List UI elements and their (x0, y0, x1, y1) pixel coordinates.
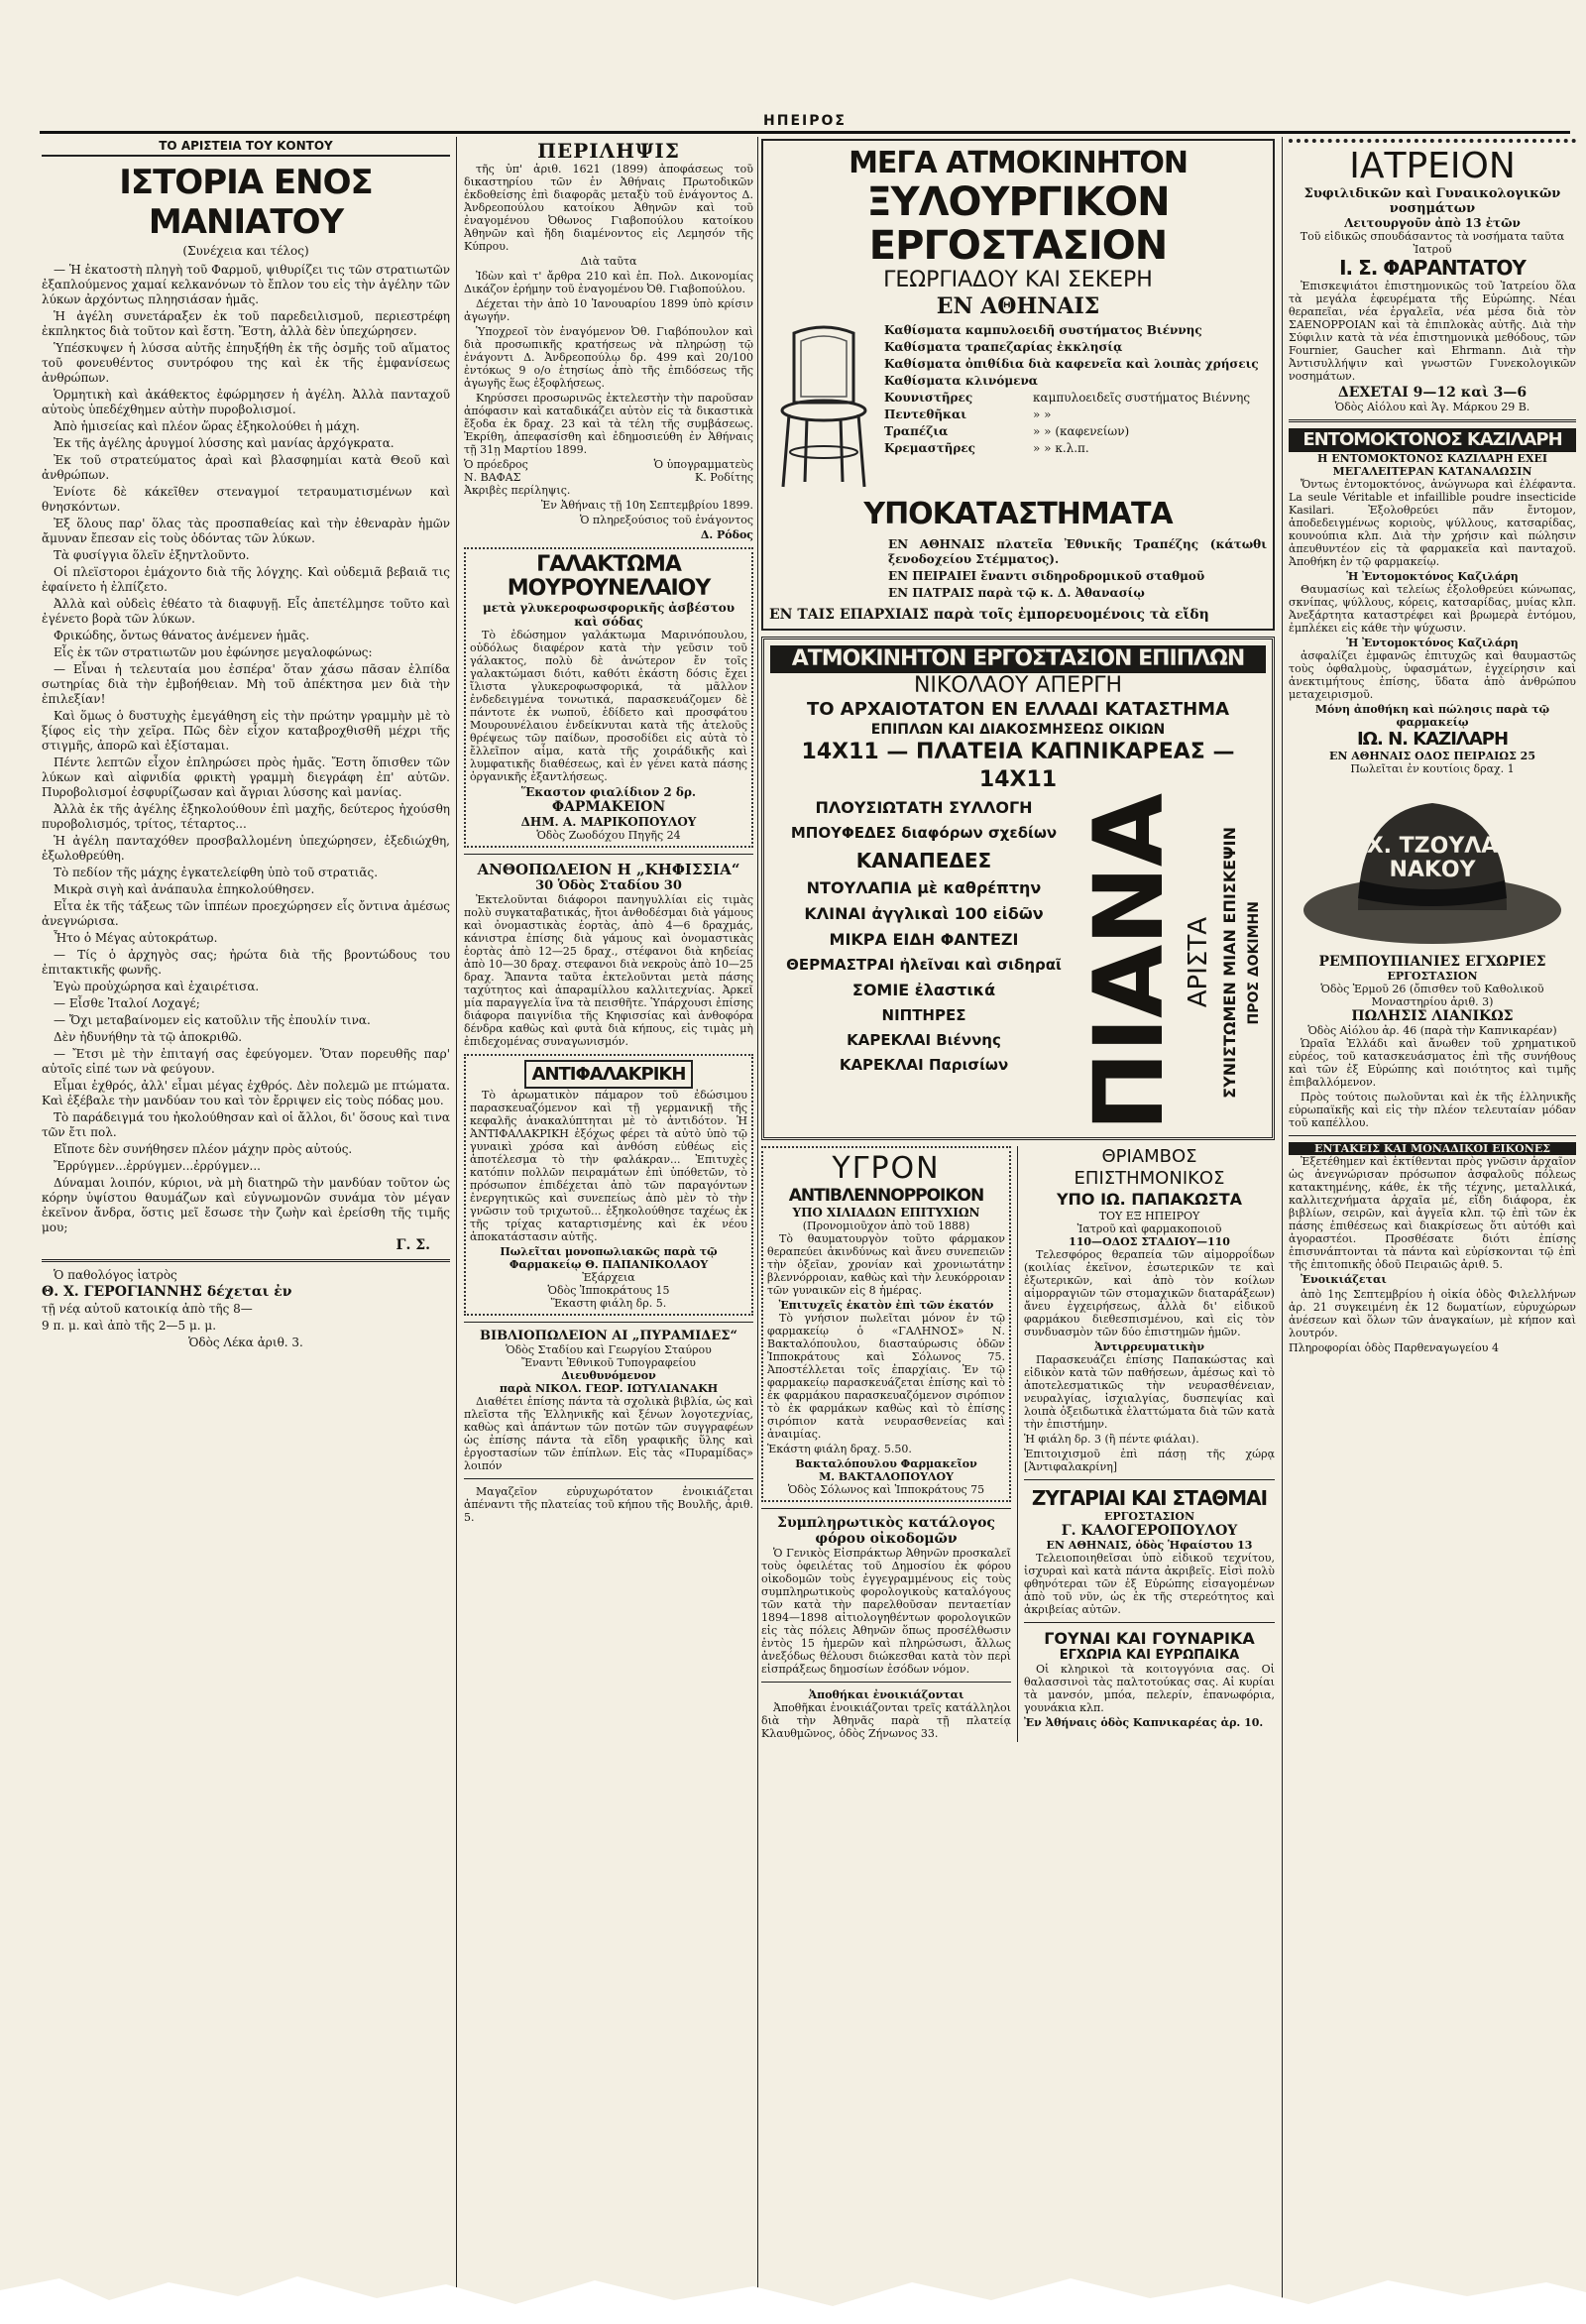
bookshop-owner: παρὰ ΝΙΚΟΛ. ΓΕΩΡ. ΙΩΤΥΛΙΑΝΑΚΗ (499, 1382, 719, 1395)
ad-woodworks (761, 139, 1275, 631)
warehouse-text: Ἀποθῆκαι ἐνοικιάζονται τρεῖς κατάλληλοι διὰ τὴν Ἀθηνᾶς παρὰ τῇ πλατείᾳ Κλαυθμῶνος, ὁδὸς Ζήνωνος 33. (761, 1701, 1011, 1740)
woodworks-item: Καθίσματα ὀπιθίδια διὰ καφενεῖα καὶ λοιπὰς χρήσεις (884, 357, 1259, 371)
perilipsis-paragraph: Διὰ ταῦτα (580, 255, 637, 268)
masthead-rule (40, 113, 1570, 134)
scales-address: ΕΝ ΑΘΗΝΑΙΣ, ὁδὸς Ἡφαίστου 13 (1046, 1539, 1253, 1552)
tax-notice-title: Συμπληρωτικὸς κατάλογος φόρου οἰκοδομῶν (777, 1515, 995, 1547)
bookshop-title: ΒΙΒΛΙΟΠΩΛΕΙΟΝ ΑΙ „ΠΥΡΑΜΙΔΕΣ“ (480, 1329, 737, 1343)
hat-illustration (1299, 781, 1566, 950)
story-paragraph: Πέντε λεπτῶν εἶχον ἐπληρώσει πρὸς ἡμᾶς. Ἔστη ὅπισθεν τῶν λύκων καὶ αἰφνιδία φρικτὴ γραμμὴ διεγράφη ἐπ' αὐτῶν. Πυροβολισμοί ἐσφυρίζωσαν καὶ ἄγριαι λύσσης καὶ μανίας. (42, 755, 450, 799)
furs-sub: ΕΓΧΩΡΙΑ ΚΑΙ ΕΥΡΩΠΑΙΚΑ (1059, 1648, 1240, 1663)
woodworks-row-label: Κρεμαστῆρες (884, 441, 975, 455)
remedy-year: (Προνομιοῦχον ἀπὸ τοῦ 1888) (802, 1220, 970, 1232)
triumph-role: Ἰατροῦ καὶ φαρμακοποιοῦ (1076, 1222, 1222, 1235)
story-paragraph: Εἷς ἐκ τῶν στρατιωτῶν μου ἐφώνησε μεγαλοφώνως: (54, 645, 373, 659)
bookshop-text: Διαθέτει ἐπίσης πάντα τὰ σχολικὰ βιβλία, ὡς καὶ πλεῖστα τῆς Ἑλληνικῆς καὶ ξένων λογοτεχνίας, καθὼς καὶ ἁπάντων τῶν ποτῶν τῶν συγγραφέων ὡς ἐπίσης πάντα τὰ εἴδη γραφικῆς ὕλης καὶ ἐργοστασίων τῶν ἐπίπλων. Εἰς τὰς «Πυραμίδας» λοιπόν (464, 1395, 753, 1472)
column-1 (42, 139, 450, 2324)
bookshop-opposite: Ἔναντι Ἐθνικοῦ Τυπογραφείου (521, 1356, 696, 1369)
clinic-sub-1: Συφιλιδικῶν καὶ Γυναικολογικῶν νοσημάτων (1303, 186, 1561, 216)
ad-hair-tonic (464, 1054, 753, 1316)
clinic-hours: ΔΕΧΕΤΑΙ 9—12 καὶ 3—6 (1337, 385, 1528, 401)
scales-sub: ΕΡΓΟΣΤΑΣΙΟΝ (1103, 1510, 1195, 1523)
pharmacy-address: Ὁδὸς Ζωοδόχου Πηγῆς 24 (536, 829, 681, 842)
piano-test: ΠΡΟΣ ΔΟΚΙΜΗΝ (1246, 900, 1263, 1025)
furniture-line: ΝΤΟΥΛΑΠΙΑ μὲ καθρέπτην (806, 878, 1042, 897)
insecticide-sub-2: Ἡ Ἐντομοκτόνος Καζιλάρη (1346, 570, 1519, 583)
woodworks-row-label: Πεντεθῆκαι (884, 407, 967, 421)
story-paragraph: Ἐξ ὅλους παρ' ὅλας τὰς προσπαθείας καὶ τὴν ἐθεναρὰν ἡμῶν ἄμυναν ἔπεσαν εἰς τοὺς ὀδόντας τῶν λύκων. (42, 517, 450, 545)
ad-cod-liver-oil (464, 547, 753, 848)
divider (42, 1259, 450, 1262)
divider (464, 1478, 753, 1479)
signature-left (464, 458, 528, 484)
remedy-title: ΥΓΡΟΝ (832, 1151, 941, 1186)
exact-copy: Ἀκριβὲς περίληψις. (464, 484, 571, 497)
woodworks-title-2: ΞΥΛΟΥΡΓΙΚΟΝ ΕΡΓΟΣΤΑΣΙΟΝ (866, 179, 1170, 269)
hat-text-2: Πρὸς τούτοις πωλοῦνται καὶ ἐκ τῆς ἑλληνικῆς εὐρωπαϊκῆς καὶ εἰς τὴν πλέον τελευταίαν μόδαν τοῦ καπέλλου. (1289, 1091, 1576, 1129)
rental-text: ἀπὸ 1ης Σεπτεμβρίου ἡ οἰκία ὁδὸς Φιλελλήνων ἀρ. 21 συγκειμένη ἐκ 12 δωματίων, εὐρυχώρων ἀνέσεων καὶ ὅλων τῶν ἀναγκαίων, μὲ κήπον καὶ λουτρόν. (1289, 1288, 1576, 1339)
antiques-text: Ἐξετέθημεν καὶ ἐκτίθενται πρὸς γνῶσιν ἀρχαῖον ὡς ἀνεγνώρισαν πρόσωπον ἀσφαλοῦς πόλεως κατακτημένης, κάθε, ἐκ τῆς τέχνης, μεταλλικά, καλλιτεχνήματα ἀρχαῖα μέ, εἴδη διάφορα, ἐκ βιβλίων, σειρῶν, καὶ ἀγγεῖα κλπ. τῷ ἐπὶ τῶν ἐκ πάσης ἐπιθέσεως καὶ διακρίσεως ὅτι αὐτόθι καὶ ἀγοραστέοι. Προσθέσατε διότι ἐπίσης ἐπισυνάπτονται τὰ πάντα καὶ εὐρίσκονται τῷ ἐπὶ τῆς ἐπιτοπικῆς ὁδοῦ Πειραιῶς ἀριθ. 5. (1289, 1155, 1576, 1271)
clinic-sub-3: Τοῦ εἰδικῶς σπουδάσαντος τὰ νοσήματα ταῦτα Ἰατροῦ (1300, 230, 1565, 256)
woodworks-row (884, 424, 1267, 439)
story-paragraph: Δὲν ἠδυνήθην τὰ τῷ ἀποκριθῶ. (54, 1030, 243, 1044)
furniture-title: ΑΤΜΟΚΙΝΗΤΟΝ ΕΡΓΟΣΤΑΣΙΟΝ ΕΠΙΠΛΩΝ (770, 645, 1266, 673)
scales-owner: Γ. ΚΑΛΟΓΕΡΟΠΟΥΛΟΥ (1061, 1523, 1238, 1539)
woodworks-row-text: καμπυλοειδεῖς συστήματος Βιέννης (1033, 391, 1251, 405)
story-paragraph: Ἐκ τοῦ στρατεύματος ἀραὶ καὶ βλασφημίαι κατὰ Θεοῦ καὶ ἀνθρώπων. (42, 453, 450, 482)
hair-tonic-price: Ἕκαστη φιάλη δρ. 5. (550, 1297, 667, 1310)
insecticide-sold: Μόνη ἀποθήκη καὶ πώλησις παρὰ τῷ φαρμακείῳ (1314, 703, 1550, 729)
doctor-ad-line: 9 π. μ. καὶ ἀπὸ τῆς 2—5 μ. μ. (42, 1319, 217, 1333)
triumph-owner: ΥΠΟ ΙΩ. ΠΑΠΑΚΩΣΤΑ (1056, 1190, 1243, 1209)
milk-price: Ἕκαστον φιαλίδιον 2 δρ. (520, 785, 697, 799)
column-2 (464, 139, 753, 2324)
scales-text: Τελειοποιηθεῖσαι ὑπὸ εἰδικοῦ τεχνίτου, ἰσχυραὶ καὶ κατὰ πάντα ἀκριβεῖς. Εἰσὶ πολὺ φθηνότεραι τῶν ἐξ Εὐρώπης εἰσαγομένων ἀπὸ τοῦ νῦν, ὡς ἐκ τῆς στερεότητος καὶ ἀκριβείας αὐτῶν. (1024, 1552, 1275, 1616)
furniture-address: 14Χ11 — ΠΛΑΤΕΙΑ ΚΑΠΝΙΚΑΡΕΑΣ — 14Χ11 (801, 740, 1235, 792)
masthead-title: ΗΠΕΙΡΟΣ (757, 113, 852, 129)
woodworks-item: Καθίσματα καμπυλοειδῆ συστήματος Βιέννης (884, 323, 1202, 337)
hair-tonic-text: Τὸ ἀρωματικὸν πάμαρον τοῦ ἐδώσιμου παρασκευαζόμενον καὶ τῇ γερμανικῇ τῆς κεφαλῆς ἀνακαλύπτηται μὲ τὸ ἀντιδότον. Ἡ ἈΝΤΙΦΑΛΑΚΡΙΚΗ ἐξόχως φέρει τὰ αὐτὸ ὑπὸ τῷ γυναικὶ χρόσα καὶ ἀνθόση εὐθέως εἰς ἀποτέλεσμα τὸ τὴν φαλάκραν... Ἐπιτυχὲς κατόπιν πολλῶν πειραμάτων ἐπὶ ὑπόθετῶν, τὸ πρόσωπον ἐπιδέχεται ἀπὸ τῶν παραγόντων ἐνεργητικῶς καὶ συνεπείως ἀπὸ μὲν τὸ τὴν γνῶσιν τοῦ τριχωτοῦ... ἐξηκολούθησε ταχέως ἐκ τῆς τρίχας καταρτισμένης καὶ ἐκ νέου ἀποκατάστασιν αὐτῆς. (470, 1089, 747, 1243)
flower-shop-title: ΑΝΘΟΠΩΛΕΙΟΝ Η „ΚΗΦΙΣΣΙΑ“ (477, 861, 740, 878)
divider (761, 1508, 1011, 1509)
column-rule (757, 137, 758, 2314)
woodworks-footer: ΕΝ ΤΑΙΣ ΕΠΑΡΧΙΑΙΣ παρὰ τοῖς ἐμπορευομένοις τὰ εἴδη (769, 607, 1209, 623)
woodworks-row-label: Κουνιστῆρες (884, 391, 973, 405)
remedy-pharmacy-name: Μ. ΒΑΚΤΑΛΟΠΟΥΛΟΥ (819, 1470, 954, 1483)
story-paragraph: Εἴποτε δὲν συνήθησεν πλέον μάχην πρὸς αὐτούς. (54, 1142, 353, 1156)
column-rule (1282, 137, 1283, 2314)
story-paragraph: Ὑπέσκυψεν ἡ λύσσα αὐτῆς ἐπηυξήθη ἐκ τῆς ὀσμῆς τοῦ αἵματος τοῦ φονευθέντος συντρόφου της καὶ ἐκ τῆς ἐμφανίσεως ἀνθρώπων. (42, 341, 450, 385)
bookshop-address: Ὁδὸς Σταδίου καὶ Γεωργίου Σταύρου (506, 1343, 712, 1356)
story-paragraph: Τὸ πεδίον τῆς μάχης ἐγκατελείφθη ὑπὸ τοῦ στρατιᾶς. (54, 866, 379, 879)
story-paragraph: Ἀλλὰ ἐκ τῆς ἀγέλης ἐξηκολούθουν ἐπὶ μαχῆς, δεύτερος ἠχούσθη πυροβολισμός, τρίτος, τέταρτος... (42, 802, 450, 831)
insecticide-sub-3: Ἡ Ἐντομοκτόνος Καζιλάρη (1346, 637, 1519, 649)
lawyer-name: Δ. Ρόδος (700, 528, 753, 541)
furs-text: Οἱ κληρικοὶ τὰ κοιτογγόνια σας. Οἱ θαλασσινοὶ τὰς παλτοτούκας σας. Αἱ κυρίαι τὰ μανσόν, μπόα, πελερίν, ἐπανωφόρια, γουνάκια κλπ. (1024, 1663, 1275, 1714)
furniture-line: ΝΙΠΤΗΡΕΣ (881, 1006, 966, 1024)
story-paragraph: Ἐνίοτε δὲ κάκεῖθεν στεναγμοί τετραυματισμένων καὶ θνησκόντων. (42, 485, 450, 514)
story-paragraph: Ἡ ἀγέλη συνετάραξεν ἐκ τοῦ παρεδειλισμοῦ, περιεστρέφη ἐκπληκτος διὰ τοῦτον καὶ ἔστη. Ἔστη, ἀλλὰ δὲν ὑπεχώρησεν. (42, 309, 450, 338)
story-paragraph: — Εἶσθε Ἰταλοί Λοχαγέ; (54, 996, 200, 1010)
divider (1289, 419, 1576, 422)
bookshop-managed: Διευθυνόμενον (561, 1369, 656, 1382)
story-paragraph: — Ἡ ἐκατοστὴ πληγὴ τοῦ Φαρμοῦ, ψιθυρίζει τις τῶν στρατιωτῶν ἐξαπλούμενος χαμαί κελκανόνων τὸ ἔπλον του εἰς τὴν ἀγέλην τῶν λύκων ἀρχόντως πληησιάσαν ἡμᾶς. (42, 263, 450, 306)
milk-title-2: ΜΟΥΡΟΥΝΕΛΑΙΟΥ (507, 576, 711, 601)
story-paragraph: Ἐκ τῆς ἀγέλης ἀρυγμοί λύσσης καὶ μανίας ἀρχόγκρατα. (54, 436, 395, 450)
furniture-lines (770, 821, 1077, 1078)
story-paragraph: Οἱ πλεϊστοροι ἐμάχοντο διὰ τῆς λόγχης. Καὶ οὐδεμιᾶ βεβαιᾶ τις ἐφαίνετο ἡ ἐλπίζετο. (42, 565, 450, 594)
furs-title: ΓΟΥΝΑΙ ΚΑΙ ΓΟΥΝΑΡΙΚΑ (1044, 1629, 1255, 1648)
woodworks-row (884, 407, 1267, 422)
woodworks-body (769, 323, 1267, 492)
hat-label: Χ. ΤΖΟΥΛΑ (1366, 834, 1499, 859)
pharmacy-title: ΦΑΡΜΑΚΕΙΟΝ (551, 799, 666, 815)
piano-title: ΠΙΑΝΑ (1073, 794, 1185, 1131)
furniture-collection: ΠΛΟΥΣΙΩΤΑΤΗ ΣΥΛΛΟΓΗ (815, 798, 1033, 817)
divider (464, 854, 753, 855)
divider (464, 1322, 753, 1323)
divider (1024, 1479, 1275, 1480)
ad-gonorrhea-remedy (761, 1146, 1011, 1502)
hair-tonic-title: ΑΝΤΙΦΑΛΑΚΡΙΚΗ (524, 1060, 694, 1089)
hair-tonic-area: Ἐξάρχεια (582, 1271, 635, 1284)
woodworks-lists (878, 323, 1267, 492)
column-4 (1289, 139, 1576, 2324)
column-rule (456, 137, 457, 2314)
woodworks-row-label: Τραπέζια (884, 424, 949, 438)
insecticide-text-3: ἀσφαλίζει ἐμφανῶς ἐπιτυχῶς καὶ θαυμαστῶς τοὺς ὀφθαλμοὺς, ὑφασμάτων, ἐγχείρησιν καὶ ἀνεκτιμήτους ἐπίσης, ὕδατα ἀπὸ ἀνθρώπου μεταχειρισμοῦ. (1289, 649, 1576, 701)
furs-place: Ἐν Ἀθήναις ὁδὸς Καπνικαρέας ἀρ. 10. (1024, 1716, 1264, 1729)
clinic-text: Ἐπισκεψιάτοι ἐπιστημονικῶς τοῦ Ἰατρείου ὅλα τὰ μεγάλα ἐφευρέματα τῆς Εὐρώπης. Νέαι θεραπεῖαι, νέα ἐργαλεῖα, νέα μέσα διὰ τὸν ΣΑΕΝΟΡΡΟΙΑΝ καὶ τὰ ἐπιπλοκὰς αὐτῆς. Διὰ τὴν Σύφιλιν κατὰ τὰ νέα ἐπιστημονικὰ μεθόδους, τῶν Fournier, Gaucher καὶ Ehrmann. Διὰ τὴν Ἀντισυλλήψιν καὶ γνωστῶν Γυνεκολογικῶν νοσημάτων. (1289, 280, 1576, 383)
branches-title: ΥΠΟΚΑΤΑΣΤΗΜΑΤΑ (863, 497, 1173, 531)
signature-right-title: Ὁ ὑπογραμματεὺς (653, 458, 753, 471)
story-paragraph: Ἀπὸ ἡμισείας καὶ πλέον ὥρας ἐξηκολούθει ἡ μάχη. (54, 419, 360, 433)
col3-lower (761, 1146, 1275, 1742)
warehouse-title: Ἀποθήκαι ἐνοικιάζονται (808, 1688, 964, 1701)
signatures-row (464, 458, 753, 484)
remedy-text: Τὸ θαυματουργὸν τοῦτο φάρμακον θεραπεύει ἀκινδύνως καὶ ἄνευ συνεπειῶν τὴν ὀξεῖαν, χρονίαν καὶ χρονιωτάτην βλεννόρροιαν, καθὼς καὶ τὴν λευκόρροιαν τῶν γυναικῶν εἰς 8 ἡμέρας. (767, 1232, 1005, 1297)
woodworks-item: Καθίσματα κλινόμενα (884, 374, 1039, 388)
story-signature: Γ. Σ. (396, 1237, 430, 1253)
doctor-ad-line: Ὁ παθολόγος ἰατρὸς (54, 1268, 177, 1282)
story-paragraph: Μικρὰ σιγὴ καὶ ἀνάπαυλα ἐπηκολούθησεν. (54, 882, 315, 896)
clinic-doctor: Ι. Σ. ΦΑΡΑΝΤΑΤΟΥ (1339, 256, 1526, 280)
insecticide-price: Πωλεῖται ἐν κουτίοις δραχ. 1 (1350, 762, 1515, 775)
branch-item: ΕΝ ΠΕΙΡΑΙΕΙ ἔναντι σιδηροδρομικοῦ σταθμοῦ (888, 569, 1205, 583)
signature-right-name: Κ. Ροδίτης (694, 471, 753, 484)
woodworks-row (884, 441, 1267, 456)
tax-notice-text: Ὁ Γενικὸς Εἰσπράκτωρ Ἀθηνῶν προσκαλεῖ τοὺς ὀφειλέτας τοῦ Δημοσίου ἐκ φόρου οἰκοδομῶν τοὺς ἐγγεγραμμένους εἰς τοὺς συμπληρωτικοὺς φορολογικοὺς καταλόγους τῶν κατὰ τὴν παρελθοῦσαν πενταετίαν 1894—1898 αἰτιολογηθέντων φορολογικῶν εἰς τὰς πόλεις Ἀθηνῶν ὅπως προσέλθωσιν ἐντὸς 15 ἡμερῶν καὶ πληρώσωσι, ἄλλως ἀνεξόδως θέλουσι διώκεσθαι κατὰ τὸν περὶ εἰσπράξεως δημοσίων ἐσόδων νόμον. (761, 1547, 1011, 1676)
story-paragraph: — Εἶναι ἡ τελευταία μου ἐσπέρα' ὅταν χάσω πᾶσαν ἐλπίδα σωτηρίας διὰ τὴν ἐμβοήθειαν. Μὴ τοῦ ἀπέκτησα μεν διὰ τὴν ἐπιλεξίαν! (42, 662, 450, 706)
triumph-text: Τελεσφόρος θεραπεία τῶν αἱμορροΐδων (κοιλίας ἐκεῖνον, ἐσωτερικῶν τε καὶ ἐξωτερικῶν, καὶ ἀπὸ τὸν κοίλων αἱμορραγιῶν τῶν στομαχικῶν διαταράξεων) ἄνευ ἐγχειρήσεως, ἀλλὰ δι' εἰδικοῦ φαρμάκου διεθεσπισμένου, καὶ εἰς τὸν συνδυασμὸν τῶν δύο ἐπιστημῶν ἡμῶν. (1024, 1248, 1275, 1338)
scales-title: ΖΥΓΑΡΙΑΙ ΚΑΙ ΣΤΑΘΜΑΙ (1031, 1486, 1268, 1510)
remedy-text-2: Τὸ γνήσιον πωλεῖται μόνον ἐν τῷ φαρμακείῳ ὁ «ΓΑΛΗΝΟΣ» Ν. Βακταλόπουλου, διασταύρωσις ὁδῶν Ἱπποκράτους καὶ Σόλωνος 75. Ἀποστέλλεται τοῖς ἐπαρχίαις. Ἐν τῷ φαρμακείῳ παρασκευάζεται ἐπίσης καὶ τὸ ἐκ φαρμάκου παρασκευαζόμενον σιρόπιον τὸ ἐκ φαρμάκων καθὼς καὶ τὸ ἐπίσης σιρόπιον κατὰ νευρασθενείας καὶ ἀναιμίας. (767, 1312, 1005, 1441)
triumph-text-2: Παρασκευάζει ἐπίσης Παπακώστας καὶ εἰδικὸν κατὰ τῶν παθήσεων, ἀμέσως καὶ τὸ ἀποτελεσματικῶς τὴν νευρασθένειαν, νευραλγίας, ἰσχιαλγίας, δυσπεψίας καὶ λοιπὰ ὀξειδωτικὰ ἐλαττώματα διὰ τῶν κατὰ τὴν ἐπιστήμην. (1024, 1353, 1275, 1431)
story-paragraph: Ἡ ἀγέλη πανταχόθεν προσβαλλομένη ὑπεχώρησεν, ἐξεδιώχθη, ἐξωλοθρεύθη. (42, 834, 450, 863)
perilipsis-paragraph: τῆς ὑπ' ἀριθ. 1621 (1899) ἀποφάσεως τοῦ δικαστηρίου τῶν ἐν Ἀθήναις Πρωτοδικῶν ἐκδοθείσης ἐπὶ διαφορᾶς μεταξὺ τοῦ ἐνάγοντος Δ. Ἀνδρεοπούλου κατοίκου Ἀθηνῶν καὶ τοῦ ἐναγομένου Ὀθωνος Γιαβοπούλου κατοίκου Ἀθηνῶν καὶ ἤδη διαμένοντος εἰς Λεμησόν τῆς Κύπρου. (464, 163, 753, 253)
hat-icon (1299, 781, 1566, 950)
story-paragraph: Εἶτα ἐκ τῆς τάξεως τῶν ἱππέων προεχώρησεν εἷς ὄντινα ἀμέσως ἀνεγνώρισα. (42, 899, 450, 928)
remedy-guarantee: Ἐπιτυχεῖς ἑκατὸν ἐπὶ τῶν ἑκατόν (778, 1299, 994, 1312)
doctor-ad-name: Θ. Χ. ΓΕΡΟΓΙΑΝΝΗΣ δέχεται ἐν (42, 1284, 292, 1300)
insecticide-sub: Η ΕΝΤΟΜΟΚΤΟΝΟΣ ΚΑΖΙΛΑΡΗ ΕΧΕΙ ΜΕΓΑΛΕΙΤΕΡΑΝ ΚΑΤΑΝΑΛΩΣΙΝ (1316, 452, 1548, 478)
story-paragraph: Ὁρμητικὴ καὶ ἀκάθεκτος ἐφώρμησεν ἡ ἀγέλη. Ἀλλὰ πανταχοῦ αὐτοὺς ὑπεδέχθημεν αὐτὴν πυροβολισμοί. (42, 388, 450, 416)
torn-edge-icon (0, 2270, 1586, 2324)
triumph-sold: Ἐπιτοιχισμοῦ ἐπὶ πάσῃ τῆς χώρᾳ [Ἀντιφαλακρίνη] (1024, 1448, 1275, 1473)
col3-lower-right (1018, 1146, 1275, 1742)
ornament-rule (1289, 139, 1576, 143)
remedy-pharmacy: Βακταλόπουλου Φαρμακεῖον (795, 1457, 977, 1470)
insecticide-text: Ὄντως ἐντομοκτόνος, ἀνώγνωρα καὶ ἐλέφαντα. La seule Véritable et infaillible poudre insecticide Kasilari. Ἐξολοθρεύει πᾶν ἔντομον, ἀποδεδειγμένως κοριοὺς, ψύλλους, κατσαρίδας, κουνούπια κλπ. Διὰ τὴν χρήσιν καὶ πώλησιν ἀπευθυντέον εἰς τὰ φαρμακεῖα καὶ πανταχοῦ. Ἀποθήκη ἐν τῷ φαρμακείῳ. (1289, 478, 1576, 568)
signature-left-title: Ὁ πρόεδρος (464, 458, 528, 471)
branches-list (769, 537, 1267, 601)
perilipsis-paragraph: Κηρύσσει προσωρινῶς ἐκτελεστὴν τὴν παροῦσαν ἀπόφασιν καὶ καταδικάζει αὐτὸν εἰς τὰ δικαστικὰ ἔξοδα ἐκ δραχ. 23 καὶ τὰ τέλη τῆς συμβάσεως. Ἐκρίθη, ἀπεφασίσθη καὶ ἐδημοσιεύθη ἐν Ἀθήναις τῇ 31ῃ Μαρτίου 1899. (464, 392, 753, 456)
furniture-line: ΜΠΟΥΦΕΔΕΣ διαφόρων σχεδίων (790, 824, 1058, 842)
divider (761, 1682, 1011, 1683)
triumph-price: Ἡ φιάλη δρ. 3 (ἢ πέντε φιάλαι). (1024, 1433, 1199, 1446)
story-body (42, 263, 450, 1235)
insecticide-title: ΕΝΤΟΜΟΚΤΟΝΟΣ ΚΑΖΙΛΑΡΗ (1289, 428, 1576, 452)
milk-title: ΓΑΛΑΚΤΩΜΑ (536, 552, 681, 577)
furniture-line: ΚΑΡΕΚΛΑΙ Παρισίων (839, 1056, 1009, 1074)
story-paragraph: — Ὄχι μεταβαίνομεν εἰς κατοῦλιν τῆς ἐπουλίν τινα. (54, 1013, 371, 1027)
lawyer-title: Ὁ πληρεξούσιος τοῦ ἐνάγοντος (579, 514, 753, 526)
story-paragraph: Καὶ ὅμως ὁ δυστυχὴς ἐμεγάθηση εἰς τὴν πρώτην γραμμὴν μὲ τὸ ξίφος εἰς τὴν χεῖρα. Πῶς δὲν εἶχον καταβροχθισθῆ μέχρι τῆς στιγμῆς, ἀπορῶ καὶ ἐξίσταμαι. (42, 709, 450, 753)
chair-illustration-icon (769, 323, 878, 492)
woodworks-row-text: » » (καφενείων) (1033, 424, 1130, 438)
hat-retail: ΠΩΛΗΣΙΣ ΛΙΑΝΙΚΩΣ (1351, 1008, 1514, 1024)
woodworks-row-text: » » κ.λ.π. (1033, 441, 1089, 455)
rental-info: Πληροφορίαι ὁδὸς Παρθεναγωγείου 4 (1289, 1341, 1499, 1354)
story-paragraph: Τὰ φυσίγγια ὅλεῖν ἐξηντλοῦντο. (54, 548, 250, 562)
col3-lower-left (761, 1146, 1018, 1742)
piano-visit: ΣΥΝΙΣΤΩΜΕΝ ΜΙΑΝ ΕΠΙΣΚΕΨΙΝ (1220, 827, 1240, 1099)
shop-for-rent: Μαγαζεῖον εὐρυχωρότατον ἐνοικιάζεται ἀπέναντι τῆς πλατείας τοῦ κήπου τῆς Βουλῆς, ἀριθ. 5. (464, 1485, 753, 1524)
furniture-lines-col (770, 794, 1077, 1131)
story-subtitle: (Συνέχεια και τέλος) (182, 244, 309, 258)
ad-furniture (761, 637, 1275, 1140)
woodworks-item: Καθίσματα τραπεζαρίας ἐκκλησίᾳ (884, 340, 1123, 354)
furniture-line: ΚΑΝΑΠΕΔΕΣ (855, 849, 992, 872)
rental-title: Ἐνοικιάζεται (1301, 1273, 1387, 1286)
insecticide-pharmacy: ΙΩ. Ν. ΚΑΖΙΛΑΡΗ (1356, 729, 1509, 750)
milk-text: Τὸ ἐδώσημον γαλάκτωμα Μαρινόπουλου, οὐδόλως διαφέρον κατὰ τὴν γεῦσιν τοῦ γάλακτος, πολὺ δὲ ἀνώτερον ἔν τοῖς γαλακτώμασι διότι, καθότι ἐκάστη δόσις ἔχει ἴλιστα γλυκεροφωσφορικά, τὰ μᾶλλον ἐνδεδειγμένα τονωτικά, παρασκευάζομεν δὲ πάντοτε ἐκ νωποῦ, ἐδίδετο καὶ προσφάτου Μουρουνέλαιου ἐνδείκνυται κατὰ τῆς ἀτελοῦς θρέψεως τῶν παίδων, προσοδίδει εἰς αὐτὰ τὸ ἔλλεῖπον αἷμα, κατὰ τῆς χοιράδικῆς καὶ λυμφατικῆς διαθέσεως, καὶ ἐν γένει κατὰ πάσης ὀργανικῆς ἐξαντλήσεως. (470, 629, 747, 783)
woodworks-owners: ΓΕΩΡΓΙΑΔΟΥ ΚΑΙ ΣΕΚΕΡΗ (883, 268, 1153, 292)
furniture-line: ΜΙΚΡΑ ΕΙΔΗ ΦΑΝΤΕΖΙ (829, 930, 1019, 949)
divider (1024, 1622, 1275, 1623)
furniture-sub: ΤΟ ΑΡΧΑΙΟΤΑΤΟΝ ΕΝ ΕΛΛΑΔΙ ΚΑΤΑΣΤΗΜΑ (806, 699, 1230, 720)
flower-shop-address: 30 Ὁδὸς Σταδίου 30 (535, 878, 682, 893)
story-paragraph: — Τίς ὁ ἀρχηγὸς σας; ἠρώτα διὰ τῆς βροντώδους του ἐπιτακτικῆς φωνῆς. (42, 948, 450, 977)
furniture-line: ΘΕΡΜΑΣΤΡΑΙ ἠλεῖναι καὶ σιδηραῖ (786, 956, 1062, 974)
doctor-ad-line: τῇ νέᾳ αὐτοῦ κατοικίᾳ ἀπὸ τῆς 8— (42, 1302, 253, 1316)
woodworks-title: ΜΕΓΑ ΑΤΜΟΚΙΝΗΤΟΝ (849, 146, 1188, 180)
perilipsis-paragraph: Ἰδὼν καὶ τ' ἄρθρα 210 καὶ ἐπ. Πολ. Δικονομίας Δικάζον ἐρήμην τοῦ ἐναγομένου Ὀθ. Γιαβοπούλου. (464, 270, 753, 295)
remedy-address: Ὁδὸς Σόλωνος καὶ Ἱπποκράτους 75 (787, 1483, 985, 1496)
pharmacy-name: ΔΗΜ. Α. ΜΑΡΙΚΟΠΟΥΛΟΥ (520, 815, 697, 829)
triumph-title: ΘΡΙΑΜΒΟΣ ΕΠΙΣΤΗΜΟΝΙΚΟΣ (1074, 1146, 1225, 1189)
section-banner: ΤΟ ΑΡΙΣΤΕΙΑ ΤΟΥ ΚΟΝΤΟΥ (42, 139, 450, 157)
woodworks-rows (884, 391, 1267, 456)
woodworks-row (884, 391, 1267, 406)
story-paragraph: Τὸ παράδειγμά του ἠκολούθησαν καὶ οἱ ἄλλοι, δι' ὅσους καὶ τινα τῶν ἔτι πολ. (42, 1110, 450, 1139)
story-paragraph: — Ἔτσι μὲ τὴν ἐπιταγή σας ἐφεύγομεν. Ὅταν πορευθῆς παρ' αὐτοῖς εἰπέ των νὰ φεύγουν. (42, 1047, 450, 1076)
clinic-sub-2: Λειτουργοῦν ἀπὸ 13 ἐτῶν (1344, 216, 1521, 230)
story-paragraph: Ἔρρύγμεν...ἐρρύγμεν...ἐρρύγμεν... (54, 1159, 261, 1173)
hat-text: Ὡραῖα Ἑλλάδι καὶ ἄνωθεν τοῦ χρηματικοῦ εὐρέος, τοῦ κατασκευάσματος ἐπὶ τῆς συνήθους καὶ τῶν ἐξ Εὐρώπης καὶ ποιότητος καὶ τιμῆς ἐπιβαλλόμενον. (1289, 1037, 1576, 1089)
hair-tonic-address: Ὁδὸς Ἱπποκράτους 15 (547, 1284, 670, 1297)
remedy-title-2: ΑΝΤΙΒΛΕΝΝΟΡΡΟΙΚΟΝ (788, 1186, 984, 1206)
remedy-price: Ἑκάστη φιάλη δραχ. 5.50. (767, 1443, 912, 1455)
furniture-line: ΚΛΙΝΑΙ ἀγγλικαὶ 100 εἰδῶν (804, 904, 1044, 923)
hat-title: ΡΕΜΠΟΥΠΙΑΝΙΕΣ ΕΓΧΩΡΙΕΣ (1318, 954, 1546, 970)
branch-item: ΕΝ ΠΑΤΡΑΙΣ παρὰ τῷ κ. Δ. Ἀθανασίῳ (888, 586, 1145, 600)
signature-left-name: Ν. ΒΑΦΑΣ (464, 471, 521, 484)
story-paragraph: Εἶμαι ἐχθρός, ἀλλ' εἶμαι μέγας ἐχθρός. Δὲν πολεμῶ με πτώματα. Καὶ ἐξέβαλε τὴν μανδύαν του καὶ τὸν ἔρριψεν εἰς τοὺς πόδας μου. (42, 1079, 450, 1107)
triumph-sub: Ἀντιρρευματικὴν (1094, 1340, 1204, 1353)
woodworks-items (884, 323, 1267, 389)
furniture-vertical (1073, 794, 1266, 1131)
story-paragraph: Ἀλλὰ καὶ οὐδεὶς ἐθέατο τὰ διαφυγῇ. Εἷς ἀπετέλμησε τοῦτο καὶ ἐγένετο βορὰ τῶν λύκων. (42, 597, 450, 626)
furniture-body (770, 794, 1266, 1131)
woodworks-city: ΕΝ ΑΘΗΝΑΙΣ (936, 293, 1100, 319)
place-date: Ἐν Ἀθήναις τῇ 10η Σεπτεμβρίου 1899. (540, 499, 753, 512)
clinic-title: ΙΑΤΡΕΙΟΝ (1349, 146, 1516, 186)
milk-subtitle: μετὰ γλυκεροφωσφορικῆς ἀσβέστου καὶ σόδας (482, 601, 736, 629)
triumph-from: ΤΟΥ ΕΞ ΗΠΕΙΡΟΥ (1098, 1210, 1200, 1222)
antiques-title: ΕΝΤΑΚΕΙΣ ΚΑΙ ΜΟΝΑΔΙΚΟΙ ΕΙΚΟΝΕΣ (1289, 1142, 1576, 1155)
insecticide-address: ΕΝ ΑΘΗΝΑΙΣ ΟΔΟΣ ΠΕΙΡΑΙΩΣ 25 (1328, 750, 1535, 762)
story-paragraph: Ἐγὼ προὐχώρησα καὶ ἐχαιρέτισα. (54, 980, 260, 993)
story-paragraph: Ἦτο ὁ Μέγας αὐτοκράτωρ. (54, 931, 218, 945)
column-3 (761, 139, 1275, 2324)
story-paragraph: Φρικώδης, ὄντως θάνατος ἀνέμενεν ἡμᾶς. (54, 629, 310, 642)
divider (1289, 1135, 1576, 1136)
hat-address: Ὁδὸς Ἑρμοῦ 26 (ὄπισθεν τοῦ Καθολικοῦ Μοναστηρίου ἀριθ. 3) (1320, 983, 1544, 1008)
insecticide-text-2: Θαυμασίως καὶ τελείως ἐξολοθρεύει κώνωπας, σκνίπας, ψύλλους, κόρεις, κατσαρίδας, μυίας κλπ. Ἀνεξάρτητα καταστρέφει καὶ βρωμερὰ ἐντόμου, ἐμπλέκει εἰς κάθε τὴν ψύχωσιν. (1289, 583, 1576, 635)
signature-right (654, 458, 753, 484)
piano-quality: ΑΡΙΣΤΑ (1183, 917, 1213, 1008)
furniture-owner: ΝΙΚΟΛΑΟΥ ΑΠΕΡΓΗ (913, 673, 1123, 698)
doctor-ad-address: Ὁδὸς Λέκα ἀριθ. 3. (188, 1336, 303, 1349)
furniture-line: ΣΟΜΙΕ ἐλαστικά (851, 981, 996, 999)
story-paragraph: Δύναμαι λοιπόν, κύριοι, νὰ μὴ διατηρῶ τὴν μανδύαν τοῦτον ὡς κόρην ὑψίστου θαυμάζων καὶ εὐγνωμονῶν συνάμα τὸν μέγαν ἐκεῖνον ἄνδρα, ὅστις μεῖ ἔσωσε τὴν ζωὴν καὶ ἐρείσθη τῆς τιμῆς μου; (42, 1176, 450, 1234)
furniture-line: ΚΑΡΕΚΛΑΙ Βιέννης (847, 1031, 1001, 1049)
perilipsis-paragraph: Δέχεται τὴν ἀπὸ 10 Ἰανουαρίου 1899 ὑπὸ κρίσιν ἀγωγήν. (464, 297, 753, 323)
clinic-address: Ὁδὸς Αἰόλου καὶ Ἁγ. Μάρκου 29 Β. (1334, 401, 1530, 413)
perilipsis-paragraph: Ὑποχρεοῖ τὸν ἐναγόμενον Ὀθ. Γιαβόπουλον καὶ διὰ προσωπικῆς κρατήσεως νὰ πληρώσῃ τῷ ἐνάγοντι Δ. Ἀνδρεοπούλῳ δρ. 499 καὶ 20/100 ἐντόκως 9 ο/ο ἐτησίως ἀπὸ τῆς ἐπιδόσεως τῆς ἀγωγῆς ἕως ἐξοφλήσεως. (464, 325, 753, 390)
perilipsis-heading: ΠΕΡΙΛΗΨΙΣ (537, 139, 680, 163)
remedy-title-3: ΥΠΟ ΧΙΛΙΑΔΩΝ ΕΠΙΤΥΧΙΩΝ (792, 1206, 980, 1220)
hair-tonic-sold: Πωλεῖται μονοπωλιακῶς παρὰ τῷ Φαρμακείῳ Θ. ΠΑΠΑΝΙΚΟΛΑΟΥ (500, 1245, 718, 1271)
story-title: ΙΣΤΟΡΙΑ ΕΝΟΣ ΜΑΝΙΑΤΟΥ (119, 163, 373, 242)
perilipsis-body (464, 163, 753, 456)
hat-retail-address: Ὁδὸς Αἰόλου ἀρ. 46 (παρὰ τὴν Καπνικαρέαν) (1307, 1024, 1557, 1037)
triumph-address: 110—ΟΔΟΣ ΣΤΑΔΙΟΥ—110 (1069, 1235, 1230, 1248)
hat-sub: ΕΡΓΟΣΤΑΣΙΟΝ (1387, 970, 1478, 983)
hat-label-2: ΝΑΚΟΥ (1389, 858, 1476, 882)
woodworks-row-text: » » (1033, 407, 1052, 421)
flower-shop-text: Ἐκτελοῦνται διάφοροι πανηγυλλίαι εἰς τιμὰς πολὺ συγκαταβατικάς, ἤτοι ἀνθοδέσμαι διὰ γάμους καὶ ὀνομαστικὰς ἑορτὰς, ἀπὸ 4—6 δραχμάς, κάνιστρα ἐπίσης διὰ γάμους καὶ ὀνομαστικὰς ἑορτὰς ἀπὸ 12—25 δραχ., στέφανοι διὰ κηδείας ἀπὸ 10—30 δραχ. στεφανοι διὰ νεκροὺς ἀπὸ 10—25 δραχ. Ἅπαντα ταῦτα ἐκτελοῦνται μετὰ πάσης ταχύτητος καὶ ἀπαραμίλλου καλλιτεχνίας. Ἀρκεῖ μία παραγγελία ἵνα τὰ πεισθῆτε. Ὑπάρχουσι ἐπίσης διάφορα παιγνίδια τῆς Κηφισσίας καὶ ἀνθοφόρα δένδρα καθὼς καὶ φυτὰ διὰ κήπους, εἰς τιμὰς μὴ ἐπιδεχομένας συναγωνισμόν. (464, 893, 753, 1048)
furniture-sub-2: ΕΠΙΠΛΩΝ ΚΑΙ ΔΙΑΚΟΣΜΗΣΕΩΣ ΟΙΚΙΩΝ (870, 722, 1166, 738)
branch-item: ΕΝ ΑΘΗΝΑΙΣ πλατεῖα Ἐθνικῆς Τραπέζης (κάτωθι ξενοδοχείου Στέμματος). (888, 537, 1267, 566)
